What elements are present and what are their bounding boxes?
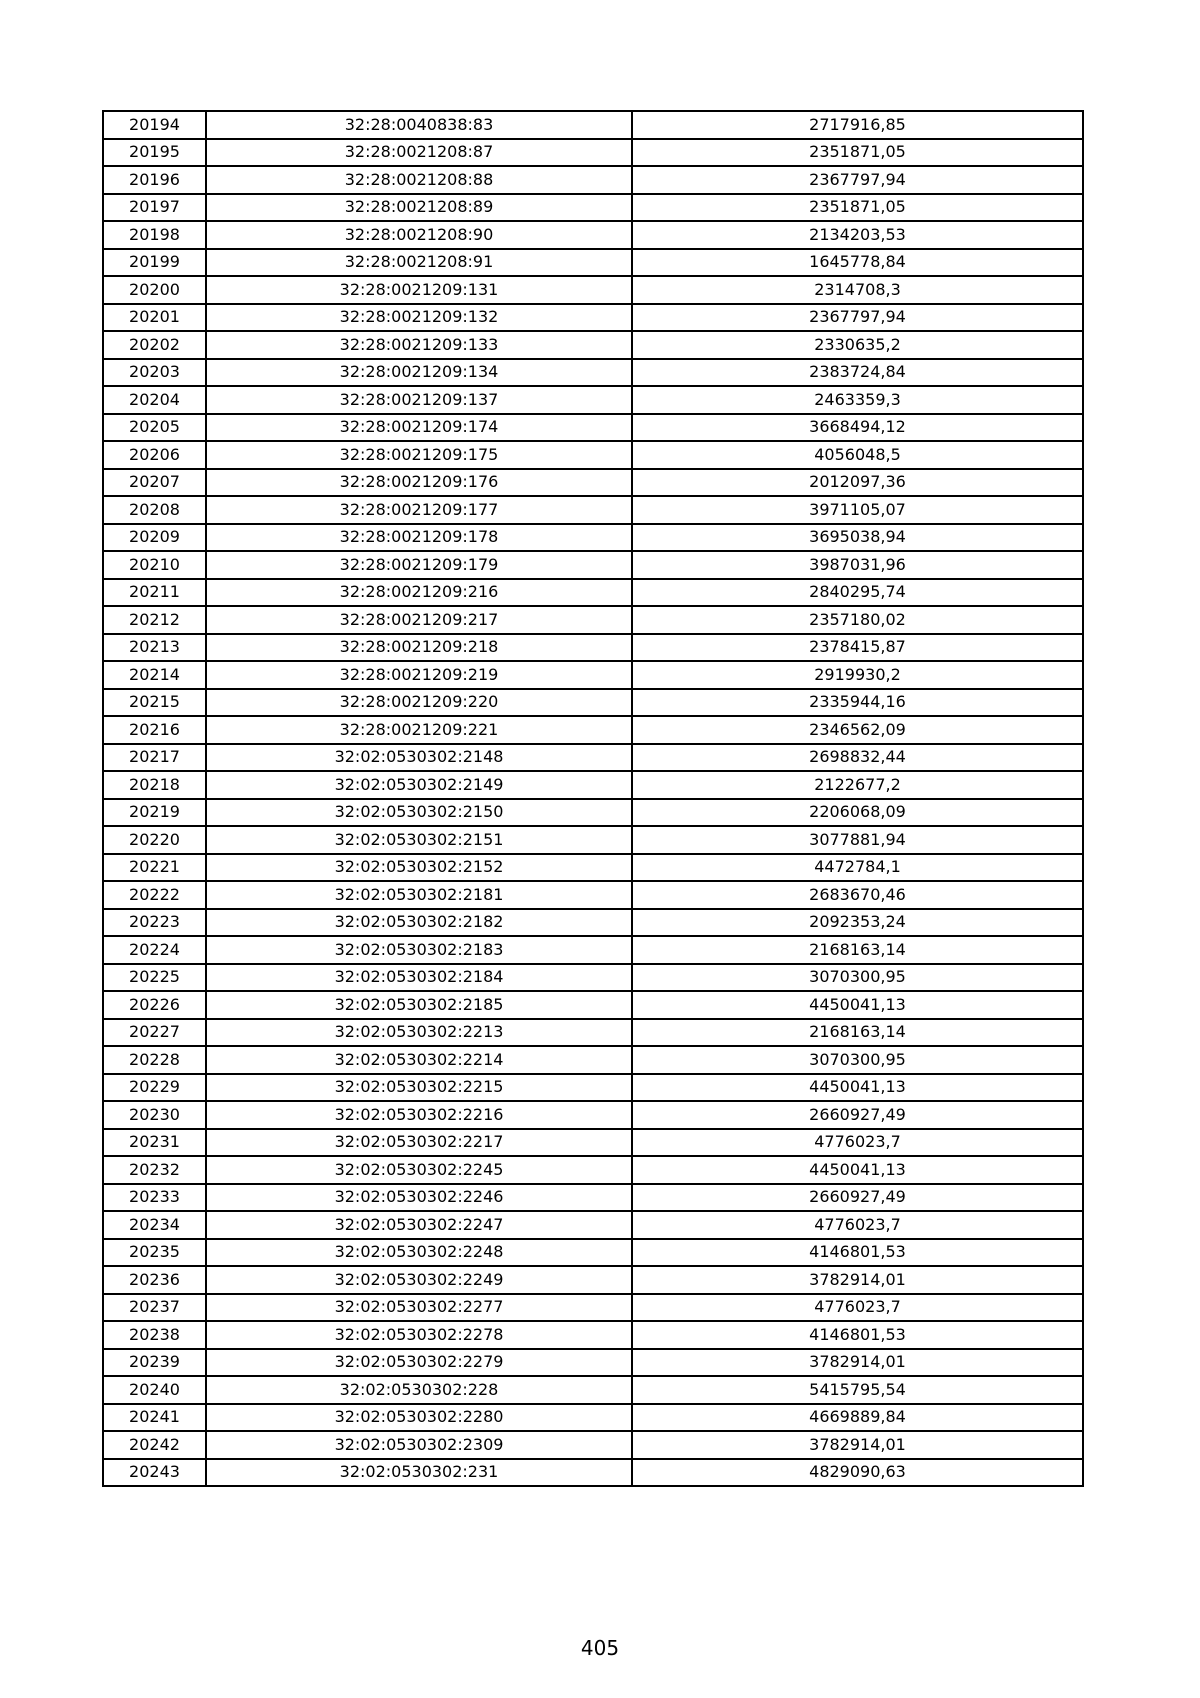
cadastral-number-cell: 32:28:0021209:177 — [206, 496, 632, 524]
table-row — [103, 964, 1083, 992]
cadastral-value-cell: 4146801,53 — [632, 1321, 1083, 1349]
cadastral-value-cell: 3782914,01 — [632, 1349, 1083, 1377]
cadastral-number-cell: 32:02:0530302:2216 — [206, 1101, 632, 1129]
table-row — [103, 469, 1083, 497]
table-row — [103, 881, 1083, 909]
row-number-cell: 20234 — [103, 1211, 206, 1239]
cadastral-number-cell: 32:02:0530302:2277 — [206, 1294, 632, 1322]
table-row — [103, 359, 1083, 387]
cadastral-value-cell: 2463359,3 — [632, 386, 1083, 414]
table-row — [103, 1074, 1083, 1102]
table-row — [103, 1376, 1083, 1404]
row-number-cell: 20227 — [103, 1019, 206, 1047]
table-row — [103, 744, 1083, 772]
row-number-cell: 20213 — [103, 634, 206, 662]
cadastral-value-cell: 2335944,16 — [632, 689, 1083, 717]
table-row — [103, 1046, 1083, 1074]
cadastral-value-cell: 4776023,7 — [632, 1129, 1083, 1157]
cadastral-value-cell: 2168163,14 — [632, 936, 1083, 964]
table-row — [103, 854, 1083, 882]
cadastral-value-cell: 4450041,13 — [632, 1074, 1083, 1102]
table-row — [103, 1129, 1083, 1157]
cadastral-value-cell: 2919930,2 — [632, 661, 1083, 689]
cadastral-number-cell: 32:02:0530302:2184 — [206, 964, 632, 992]
cadastral-value-cell: 3782914,01 — [632, 1266, 1083, 1294]
cadastral-number-cell: 32:02:0530302:2214 — [206, 1046, 632, 1074]
table-row — [103, 606, 1083, 634]
row-number-cell: 20199 — [103, 249, 206, 277]
page-number: 405 — [580, 1636, 620, 1660]
row-number-cell: 20236 — [103, 1266, 206, 1294]
cadastral-number-cell: 32:28:0021209:178 — [206, 524, 632, 552]
table-row — [103, 276, 1083, 304]
cadastral-number-cell: 32:28:0021209:221 — [206, 716, 632, 744]
cadastral-number-cell: 32:28:0021209:217 — [206, 606, 632, 634]
cadastral-number-cell: 32:28:0021209:216 — [206, 579, 632, 607]
cadastral-number-cell: 32:02:0530302:2149 — [206, 771, 632, 799]
table-row — [103, 414, 1083, 442]
cadastral-value-cell: 2168163,14 — [632, 1019, 1083, 1047]
row-number-cell: 20220 — [103, 826, 206, 854]
cadastral-value-cell: 3070300,95 — [632, 964, 1083, 992]
table-row — [103, 524, 1083, 552]
cadastral-number-cell: 32:28:0021209:132 — [206, 304, 632, 332]
row-number-cell: 20197 — [103, 194, 206, 222]
cadastral-value-cell: 2660927,49 — [632, 1101, 1083, 1129]
cadastral-number-cell: 32:02:0530302:2183 — [206, 936, 632, 964]
cadastral-value-cell: 2717916,85 — [632, 111, 1083, 139]
row-number-cell: 20216 — [103, 716, 206, 744]
table-row — [103, 1349, 1083, 1377]
row-number-cell: 20204 — [103, 386, 206, 414]
cadastral-number-cell: 32:28:0021209:134 — [206, 359, 632, 387]
row-number-cell: 20194 — [103, 111, 206, 139]
cadastral-number-cell: 32:28:0021209:179 — [206, 551, 632, 579]
cadastral-number-cell: 32:28:0021209:219 — [206, 661, 632, 689]
row-number-cell: 20208 — [103, 496, 206, 524]
cadastral-number-cell: 32:28:0021209:220 — [206, 689, 632, 717]
cadastral-number-cell: 32:02:0530302:2152 — [206, 854, 632, 882]
cadastral-value-cell: 2840295,74 — [632, 579, 1083, 607]
cadastral-value-cell: 2660927,49 — [632, 1184, 1083, 1212]
cadastral-value-cell: 2367797,94 — [632, 304, 1083, 332]
cadastral-number-cell: 32:02:0530302:2247 — [206, 1211, 632, 1239]
row-number-cell: 20231 — [103, 1129, 206, 1157]
cadastral-value-cell: 3971105,07 — [632, 496, 1083, 524]
table-row — [103, 331, 1083, 359]
table-row — [103, 1294, 1083, 1322]
cadastral-value-cell: 2698832,44 — [632, 744, 1083, 772]
table-row — [103, 221, 1083, 249]
table-row — [103, 1184, 1083, 1212]
row-number-cell: 20215 — [103, 689, 206, 717]
cadastral-number-cell: 32:28:0021208:88 — [206, 166, 632, 194]
cadastral-value-cell: 4829090,63 — [632, 1459, 1083, 1487]
table-row — [103, 771, 1083, 799]
table-row — [103, 1156, 1083, 1184]
cadastral-number-cell: 32:02:0530302:2148 — [206, 744, 632, 772]
cadastral-value-cell: 2351871,05 — [632, 194, 1083, 222]
cadastral-number-cell: 32:02:0530302:2215 — [206, 1074, 632, 1102]
cadastral-value-cell: 4056048,5 — [632, 441, 1083, 469]
cadastral-value-cell: 2383724,84 — [632, 359, 1083, 387]
row-number-cell: 20201 — [103, 304, 206, 332]
table-row — [103, 936, 1083, 964]
row-number-cell: 20200 — [103, 276, 206, 304]
cadastral-number-cell: 32:02:0530302:228 — [206, 1376, 632, 1404]
cadastral-value-cell: 2206068,09 — [632, 799, 1083, 827]
table-row — [103, 139, 1083, 167]
row-number-cell: 20212 — [103, 606, 206, 634]
cadastral-value-table — [102, 110, 1084, 1487]
cadastral-number-cell: 32:28:0021208:91 — [206, 249, 632, 277]
row-number-cell: 20229 — [103, 1074, 206, 1102]
cadastral-number-cell: 32:02:0530302:2182 — [206, 909, 632, 937]
table-row — [103, 991, 1083, 1019]
row-number-cell: 20207 — [103, 469, 206, 497]
row-number-cell: 20214 — [103, 661, 206, 689]
row-number-cell: 20225 — [103, 964, 206, 992]
cadastral-value-cell: 2092353,24 — [632, 909, 1083, 937]
cadastral-number-cell: 32:02:0530302:231 — [206, 1459, 632, 1487]
table-row — [103, 689, 1083, 717]
table-row — [103, 551, 1083, 579]
row-number-cell: 20219 — [103, 799, 206, 827]
cadastral-number-cell: 32:02:0530302:2151 — [206, 826, 632, 854]
row-number-cell: 20239 — [103, 1349, 206, 1377]
row-number-cell: 20238 — [103, 1321, 206, 1349]
cadastral-number-cell: 32:02:0530302:2150 — [206, 799, 632, 827]
cadastral-value-cell: 4472784,1 — [632, 854, 1083, 882]
cadastral-number-cell: 32:28:0021209:218 — [206, 634, 632, 662]
table-row — [103, 634, 1083, 662]
cadastral-number-cell: 32:28:0021209:175 — [206, 441, 632, 469]
row-number-cell: 20218 — [103, 771, 206, 799]
row-number-cell: 20203 — [103, 359, 206, 387]
table-row — [103, 909, 1083, 937]
row-number-cell: 20240 — [103, 1376, 206, 1404]
row-number-cell: 20241 — [103, 1404, 206, 1432]
cadastral-number-cell: 32:02:0530302:2246 — [206, 1184, 632, 1212]
cadastral-number-cell: 32:02:0530302:2181 — [206, 881, 632, 909]
row-number-cell: 20205 — [103, 414, 206, 442]
cadastral-number-cell: 32:28:0021209:133 — [206, 331, 632, 359]
table-row — [103, 579, 1083, 607]
cadastral-number-cell: 32:02:0530302:2280 — [206, 1404, 632, 1432]
cadastral-value-cell: 3695038,94 — [632, 524, 1083, 552]
row-number-cell: 20210 — [103, 551, 206, 579]
cadastral-value-cell: 3782914,01 — [632, 1431, 1083, 1459]
cadastral-value-cell: 2330635,2 — [632, 331, 1083, 359]
cadastral-value-cell: 4669889,84 — [632, 1404, 1083, 1432]
table-row — [103, 1404, 1083, 1432]
row-number-cell: 20206 — [103, 441, 206, 469]
table-row — [103, 166, 1083, 194]
cadastral-number-cell: 32:28:0021209:174 — [206, 414, 632, 442]
cadastral-number-cell: 32:02:0530302:2213 — [206, 1019, 632, 1047]
cadastral-number-cell: 32:02:0530302:2248 — [206, 1239, 632, 1267]
table-row — [103, 826, 1083, 854]
table-row — [103, 716, 1083, 744]
table-row — [103, 1266, 1083, 1294]
table-row — [103, 1321, 1083, 1349]
cadastral-number-cell: 32:02:0530302:2279 — [206, 1349, 632, 1377]
row-number-cell: 20209 — [103, 524, 206, 552]
table-row — [103, 1239, 1083, 1267]
row-number-cell: 20237 — [103, 1294, 206, 1322]
row-number-cell: 20211 — [103, 579, 206, 607]
table-row — [103, 111, 1083, 139]
cadastral-number-cell: 32:28:0021209:137 — [206, 386, 632, 414]
cadastral-number-cell: 32:28:0021208:89 — [206, 194, 632, 222]
row-number-cell: 20242 — [103, 1431, 206, 1459]
cadastral-number-cell: 32:28:0040838:83 — [206, 111, 632, 139]
cadastral-number-cell: 32:02:0530302:2185 — [206, 991, 632, 1019]
cadastral-value-cell: 2122677,2 — [632, 771, 1083, 799]
row-number-cell: 20195 — [103, 139, 206, 167]
row-number-cell: 20226 — [103, 991, 206, 1019]
row-number-cell: 20223 — [103, 909, 206, 937]
table-row — [103, 249, 1083, 277]
cadastral-number-cell: 32:02:0530302:2278 — [206, 1321, 632, 1349]
table-row — [103, 1459, 1083, 1487]
table-row — [103, 1211, 1083, 1239]
cadastral-value-cell: 2351871,05 — [632, 139, 1083, 167]
cadastral-number-cell: 32:02:0530302:2249 — [206, 1266, 632, 1294]
cadastral-value-cell: 4776023,7 — [632, 1294, 1083, 1322]
cadastral-value-cell: 5415795,54 — [632, 1376, 1083, 1404]
row-number-cell: 20235 — [103, 1239, 206, 1267]
cadastral-number-cell: 32:02:0530302:2245 — [206, 1156, 632, 1184]
cadastral-value-cell: 4146801,53 — [632, 1239, 1083, 1267]
cadastral-value-cell: 3668494,12 — [632, 414, 1083, 442]
cadastral-value-cell: 3987031,96 — [632, 551, 1083, 579]
table-row — [103, 194, 1083, 222]
cadastral-number-cell: 32:28:0021208:90 — [206, 221, 632, 249]
table-body — [103, 111, 1083, 1486]
cadastral-value-cell: 2314708,3 — [632, 276, 1083, 304]
row-number-cell: 20230 — [103, 1101, 206, 1129]
cadastral-number-cell: 32:28:0021209:176 — [206, 469, 632, 497]
cadastral-value-cell: 3070300,95 — [632, 1046, 1083, 1074]
table-row — [103, 496, 1083, 524]
cadastral-number-cell: 32:02:0530302:2309 — [206, 1431, 632, 1459]
cadastral-value-cell: 4450041,13 — [632, 991, 1083, 1019]
cadastral-value-cell: 2357180,02 — [632, 606, 1083, 634]
cadastral-value-cell: 2378415,87 — [632, 634, 1083, 662]
table-row — [103, 661, 1083, 689]
cadastral-value-cell: 4450041,13 — [632, 1156, 1083, 1184]
row-number-cell: 20228 — [103, 1046, 206, 1074]
row-number-cell: 20222 — [103, 881, 206, 909]
cadastral-value-cell: 2012097,36 — [632, 469, 1083, 497]
row-number-cell: 20233 — [103, 1184, 206, 1212]
cadastral-value-cell: 1645778,84 — [632, 249, 1083, 277]
row-number-cell: 20198 — [103, 221, 206, 249]
cadastral-value-cell: 3077881,94 — [632, 826, 1083, 854]
cadastral-value-cell: 2346562,09 — [632, 716, 1083, 744]
row-number-cell: 20217 — [103, 744, 206, 772]
row-number-cell: 20202 — [103, 331, 206, 359]
row-number-cell: 20232 — [103, 1156, 206, 1184]
cadastral-number-cell: 32:02:0530302:2217 — [206, 1129, 632, 1157]
cadastral-number-cell: 32:28:0021208:87 — [206, 139, 632, 167]
row-number-cell: 20243 — [103, 1459, 206, 1487]
cadastral-value-cell: 4776023,7 — [632, 1211, 1083, 1239]
table-row — [103, 386, 1083, 414]
cadastral-value-cell: 2134203,53 — [632, 221, 1083, 249]
row-number-cell: 20196 — [103, 166, 206, 194]
row-number-cell: 20224 — [103, 936, 206, 964]
table-row — [103, 1019, 1083, 1047]
table-row — [103, 304, 1083, 332]
cadastral-number-cell: 32:28:0021209:131 — [206, 276, 632, 304]
table-row — [103, 1101, 1083, 1129]
table-row — [103, 799, 1083, 827]
table-row — [103, 1431, 1083, 1459]
table-row — [103, 441, 1083, 469]
cadastral-value-cell: 2367797,94 — [632, 166, 1083, 194]
row-number-cell: 20221 — [103, 854, 206, 882]
cadastral-value-cell: 2683670,46 — [632, 881, 1083, 909]
